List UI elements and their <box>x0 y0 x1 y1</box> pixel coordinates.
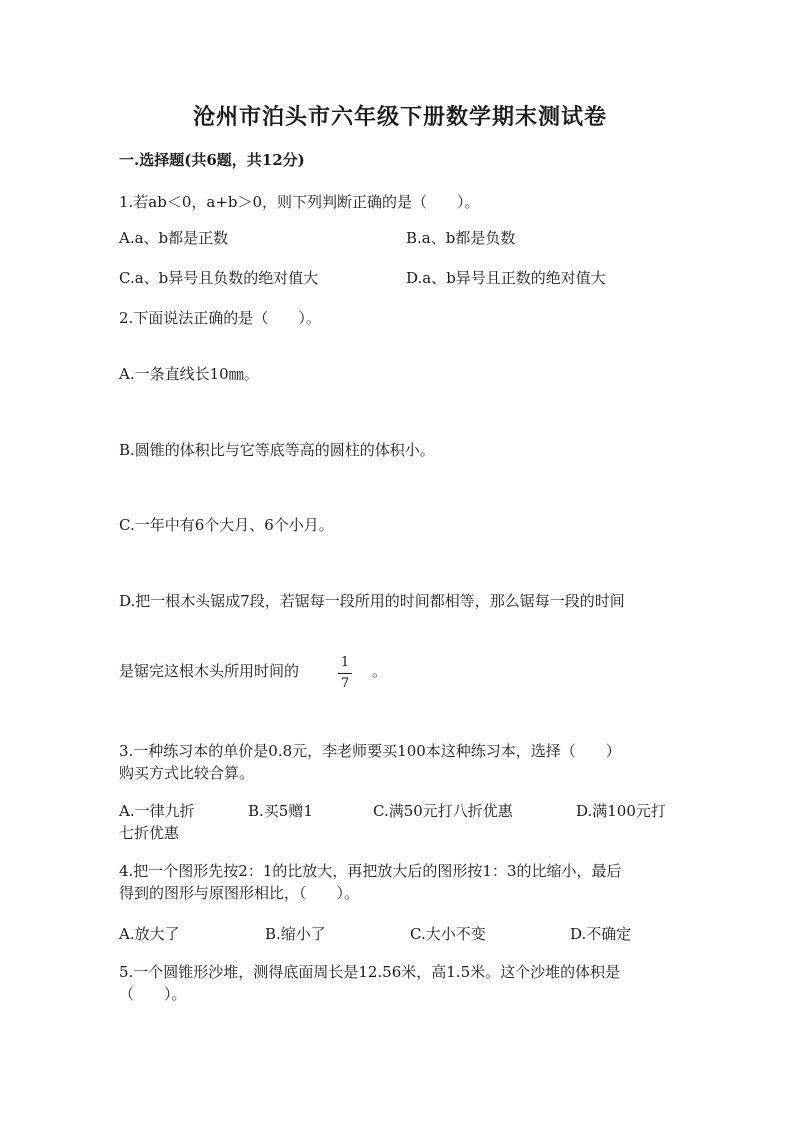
question-3-option-c: C.满50元打八折优惠 <box>373 802 513 820</box>
question-2-option-d-end: 。 <box>372 662 388 680</box>
question-2-option-d-line2: 是锯完这根木头所用时间的 <box>119 662 300 680</box>
question-1-option-a: A.a、b都是正数 <box>119 229 229 247</box>
question-2-option-a: A.一条直线长10㎜。 <box>119 365 259 383</box>
section-heading: 一.选择题(共6题，共12分) <box>119 151 305 169</box>
question-2-option-c: C.一年中有6个大月、6个小月。 <box>119 516 334 534</box>
question-1-option-d: D.a、b异号且正数的绝对值大 <box>406 269 606 287</box>
question-3-stem-line2: 购买方式比较合算。 <box>119 764 255 782</box>
question-4-option-a: A.放大了 <box>119 925 180 943</box>
question-5-stem-line1: 5.一个圆锥形沙堆，测得底面周长是12.56米，高1.5米。这个沙堆的体积是 <box>119 963 621 981</box>
question-1-stem: 1.若ab＜0，a+b＞0，则下列判断正确的是（ ）。 <box>119 193 480 211</box>
question-2-stem: 2.下面说法正确的是（ ）。 <box>119 309 321 327</box>
fraction-one-seventh <box>338 656 352 691</box>
question-4-stem-line1: 4.把一个图形先按2：1的比放大，再把放大后的图形按1：3的比缩小，最后 <box>119 862 622 880</box>
question-2-option-d-line1: D.把一根木头锯成7段，若锯每一段所用的时间都相等，那么锯每一段的时间 <box>119 592 625 610</box>
question-3-option-d-line2: 七折优惠 <box>119 824 180 842</box>
question-4-stem-line2: 得到的图形与原图形相比，（ ）。 <box>119 884 360 902</box>
question-3-option-a: A.一律九折 <box>119 802 195 820</box>
fraction-numerator: 1 <box>340 655 350 670</box>
question-4-option-b: B.缩小了 <box>265 925 326 943</box>
question-1-option-b: B.a、b都是负数 <box>406 229 516 247</box>
fraction-bar <box>338 673 352 674</box>
question-5-stem-line2: （ ）。 <box>119 985 187 1003</box>
question-4-option-d: D.不确定 <box>570 925 632 943</box>
question-2-option-b: B.圆锥的体积比与它等底等高的圆柱的体积小。 <box>119 441 435 459</box>
question-3-stem-line1: 3.一种练习本的单价是0.8元，李老师要买100本这种练习本，选择（ ） <box>119 742 621 760</box>
page-title: 沧州市泊头市六年级下册数学期末测试卷 <box>192 104 607 130</box>
question-3-option-b: B.买5赠1 <box>248 802 313 820</box>
fraction-denominator: 7 <box>340 676 350 691</box>
question-3-option-d-line1: D.满100元打 <box>576 802 666 820</box>
question-1-option-c: C.a、b异号且负数的绝对值大 <box>119 269 319 287</box>
question-4-option-c: C.大小不变 <box>410 925 486 943</box>
